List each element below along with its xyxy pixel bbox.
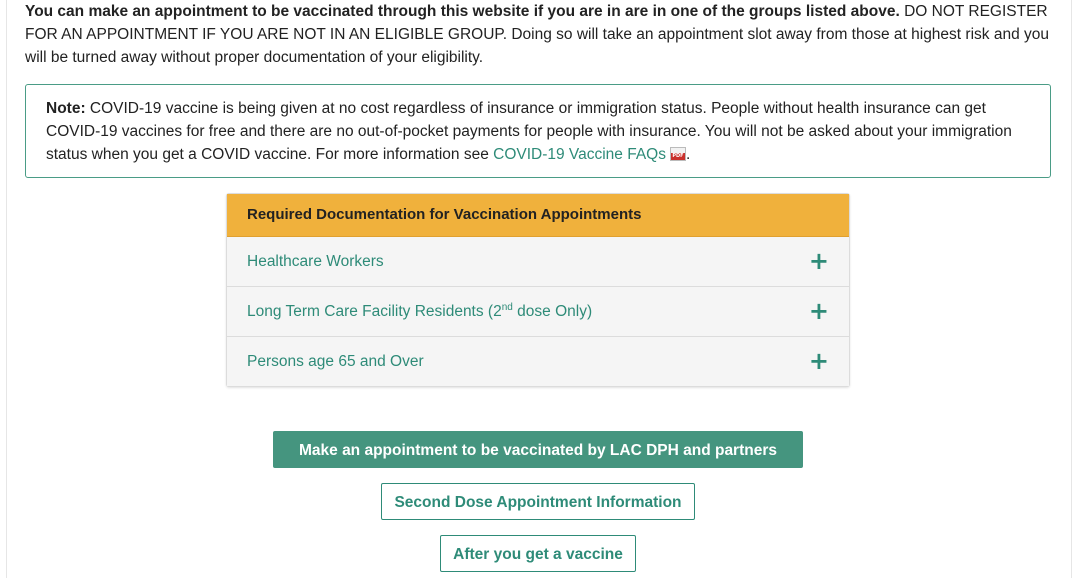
accordion-item-label: Healthcare Workers [247,253,384,270]
note-box [25,84,1051,178]
documentation-accordion [226,193,850,387]
pdf-icon-label: PDF [672,153,684,159]
eligibility-notice-bold: You can make an appointment to be vaccinated through this website if you are in are in one of the groups listed above. [25,3,900,20]
plus-icon[interactable]: + [808,297,829,325]
accordion-item-persons-65-over[interactable] [227,337,849,386]
make-appointment-button[interactable]: Make an appointment to be vaccinated by LAC DPH and partners [273,431,803,468]
note-text: COVID-19 vaccine is being given at no cost regardless of insurance or immigration status. People without health insurance can get COVID-19 vaccines for free and there are no out-of-pocket payments for people with insurance. You will not be asked about your immigration status when you get a COVID vaccine. For more information see [46,100,1012,163]
plus-icon[interactable]: + [808,347,829,375]
note-label: Note: [46,100,86,117]
label-pre: Long Term Care Facility Residents (2 [247,303,502,320]
label-post: dose Only) [512,303,593,320]
eligibility-notice-text: DO NOT REGISTER FOR AN APPOINTMENT IF YOU ARE NOT IN AN ELIGIBLE GROUP. Doing so will take an appointment slot away from those at highest risk and you will be turned away without proper documentation of your eligibility. [25,3,1049,66]
accordion-item-label [247,303,592,320]
label-sup: nd [501,301,513,313]
accordion-item-label: Persons age 65 and Over [247,353,424,370]
vaccine-faqs-link[interactable]: COVID-19 Vaccine FAQs [493,146,666,163]
second-dose-info-button[interactable]: Second Dose Appointment Information [381,483,695,520]
accordion-title: Required Documentation for Vaccination Appointments [227,194,849,237]
accordion-item-healthcare-workers[interactable] [227,237,849,287]
pdf-icon [670,147,686,161]
note-end: . [685,146,691,163]
eligibility-notice [25,0,1055,69]
after-vaccine-button[interactable]: After you get a vaccine [440,535,636,572]
plus-icon[interactable]: + [808,247,829,275]
accordion-item-ltc-residents[interactable] [227,287,849,337]
